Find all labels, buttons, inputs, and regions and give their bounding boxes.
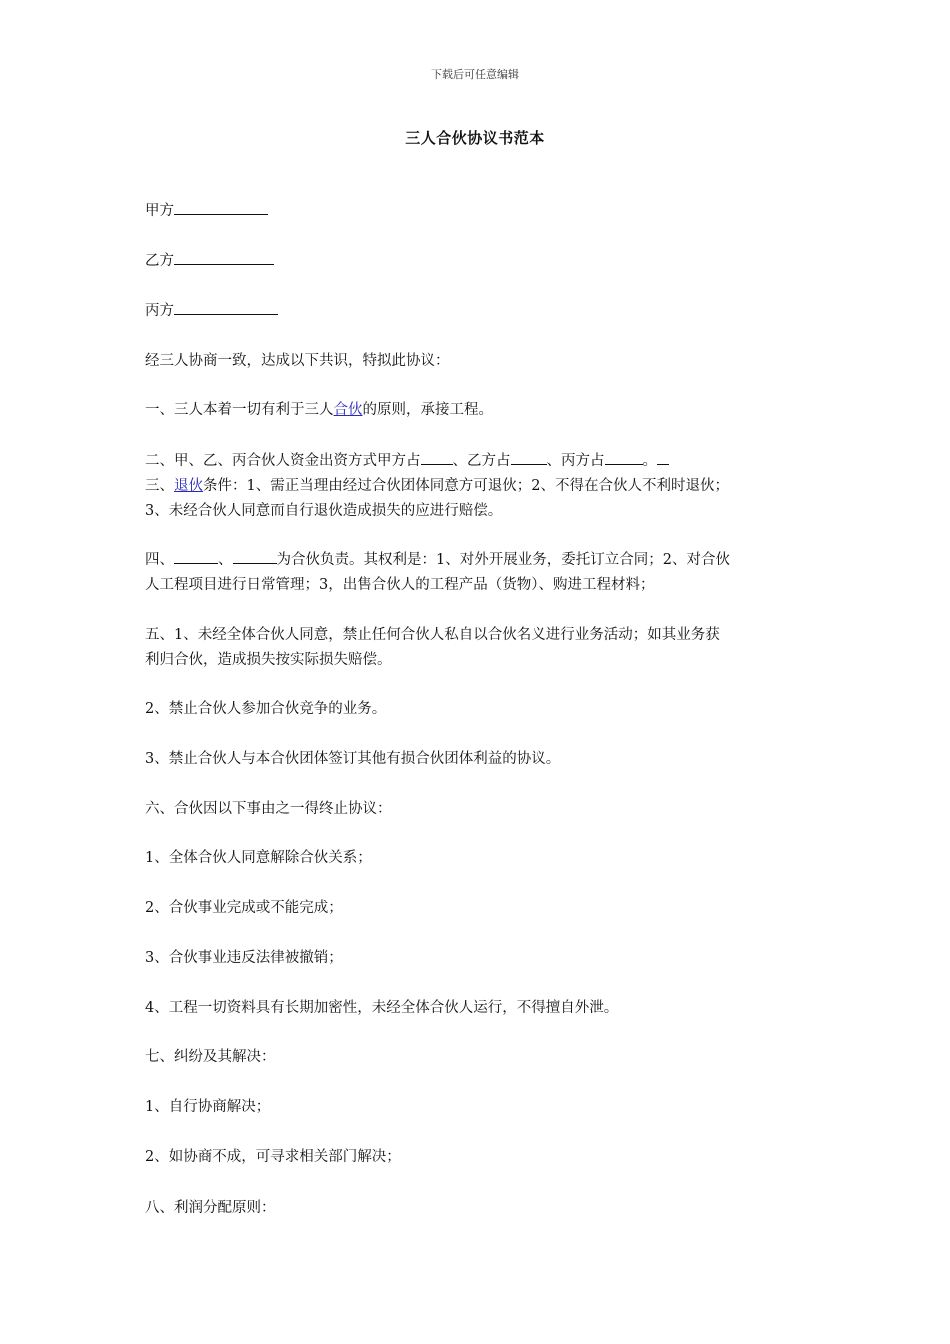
- clause-3-line-1: [145, 474, 825, 499]
- party-b-blank: [174, 249, 274, 265]
- intro-text: 经三人协商一致，达成以下共识，特拟此协议：: [145, 353, 450, 369]
- partnership-link[interactable]: 合伙: [333, 402, 363, 418]
- clause-5-item-3: 3、禁止合伙人与本合伙团体签订其他有损合伙团体利益的协议。: [145, 751, 561, 767]
- party-a-blank: [174, 199, 268, 215]
- clause-2-part-4: 。: [642, 453, 657, 469]
- clause-7-item-2: 2、如协商不成，可寻求相关部门解决；: [145, 1149, 401, 1165]
- clause-6-heading: 六、合伙因以下事由之一得终止协议：: [145, 801, 392, 817]
- clause-3-text-before: 三、: [145, 478, 174, 494]
- clause-1-text-before: 一、三人本着一切有利于三人: [145, 402, 334, 418]
- party-b-line: [145, 249, 825, 274]
- page-title: 三人合伙协议书范本: [405, 129, 545, 147]
- clause-4-part-2: 、: [218, 552, 233, 568]
- clause-4-part-1: 四、: [145, 552, 174, 568]
- clause-1-text-after: 的原则，承接工程。: [362, 402, 493, 418]
- party-a-share-blank: [421, 449, 453, 465]
- clause-5-line-1: 五、1、未经全体合伙人同意，禁止任何合伙人私自以合伙名义进行业务活动；如其业务获: [145, 627, 720, 643]
- trailing-blank: [657, 449, 669, 465]
- clause-5-item-2: 2、禁止合伙人参加合伙竞争的业务。: [145, 701, 387, 717]
- clause-1: [145, 398, 825, 423]
- clause-2-part-2: 、乙方占: [452, 453, 511, 469]
- clause-2-part-1: 二、甲、乙、丙合伙人资金出资方式甲方占: [145, 453, 421, 469]
- party-a-label: 甲方: [145, 203, 174, 219]
- clause-6-item-4: 4、工程一切资料具有长期加密性，未经全体合伙人运行，不得擅自外泄。: [145, 1000, 619, 1016]
- withdrawal-link[interactable]: 退伙: [174, 478, 203, 494]
- clause-3-text-after: 条件：1、需正当理由经过合伙团体同意方可退伙；2、不得在合伙人不利时退伙；: [203, 478, 729, 494]
- party-c-share-blank: [605, 449, 643, 465]
- clause-6-item-3: 3、合伙事业违反法律被撤销；: [145, 950, 343, 966]
- party-c-label: 丙方: [145, 303, 174, 319]
- clause-4-line-2: 人工程项目进行日常管理；3，出售合伙人的工程产品（货物）、购进工程材料；: [145, 577, 655, 593]
- party-b-label: 乙方: [145, 253, 174, 269]
- party-a-line: [145, 199, 825, 224]
- clause-3-line-2: 3、未经合伙人同意而自行退伙造成损失的应进行赔偿。: [145, 503, 503, 519]
- clause-7-heading: 七、纠纷及其解决：: [145, 1049, 276, 1065]
- manager-2-blank: [233, 548, 277, 564]
- clause-6-item-1: 1、全体合伙人同意解除合伙关系；: [145, 850, 372, 866]
- clause-6-item-2: 2、合伙事业完成或不能完成；: [145, 900, 343, 916]
- clause-4-line-1: [145, 548, 825, 573]
- header-note: 下载后可任意编辑: [431, 68, 519, 81]
- manager-1-blank: [174, 548, 218, 564]
- clause-7-item-1: 1、自行协商解决；: [145, 1099, 271, 1115]
- clause-2-part-3: 、丙方占: [546, 453, 605, 469]
- clause-4-part-3: 为合伙负责。其权利是：1、对外开展业务，委托订立合同；2、对合伙: [276, 552, 730, 568]
- party-b-share-blank: [511, 449, 547, 465]
- clause-2: [145, 449, 825, 474]
- clause-5-line-2: 利归合伙，造成损失按实际损失赔偿。: [145, 652, 392, 668]
- party-c-blank: [174, 299, 278, 315]
- clause-8-heading: 八、利润分配原则：: [145, 1200, 276, 1216]
- party-c-line: [145, 299, 825, 324]
